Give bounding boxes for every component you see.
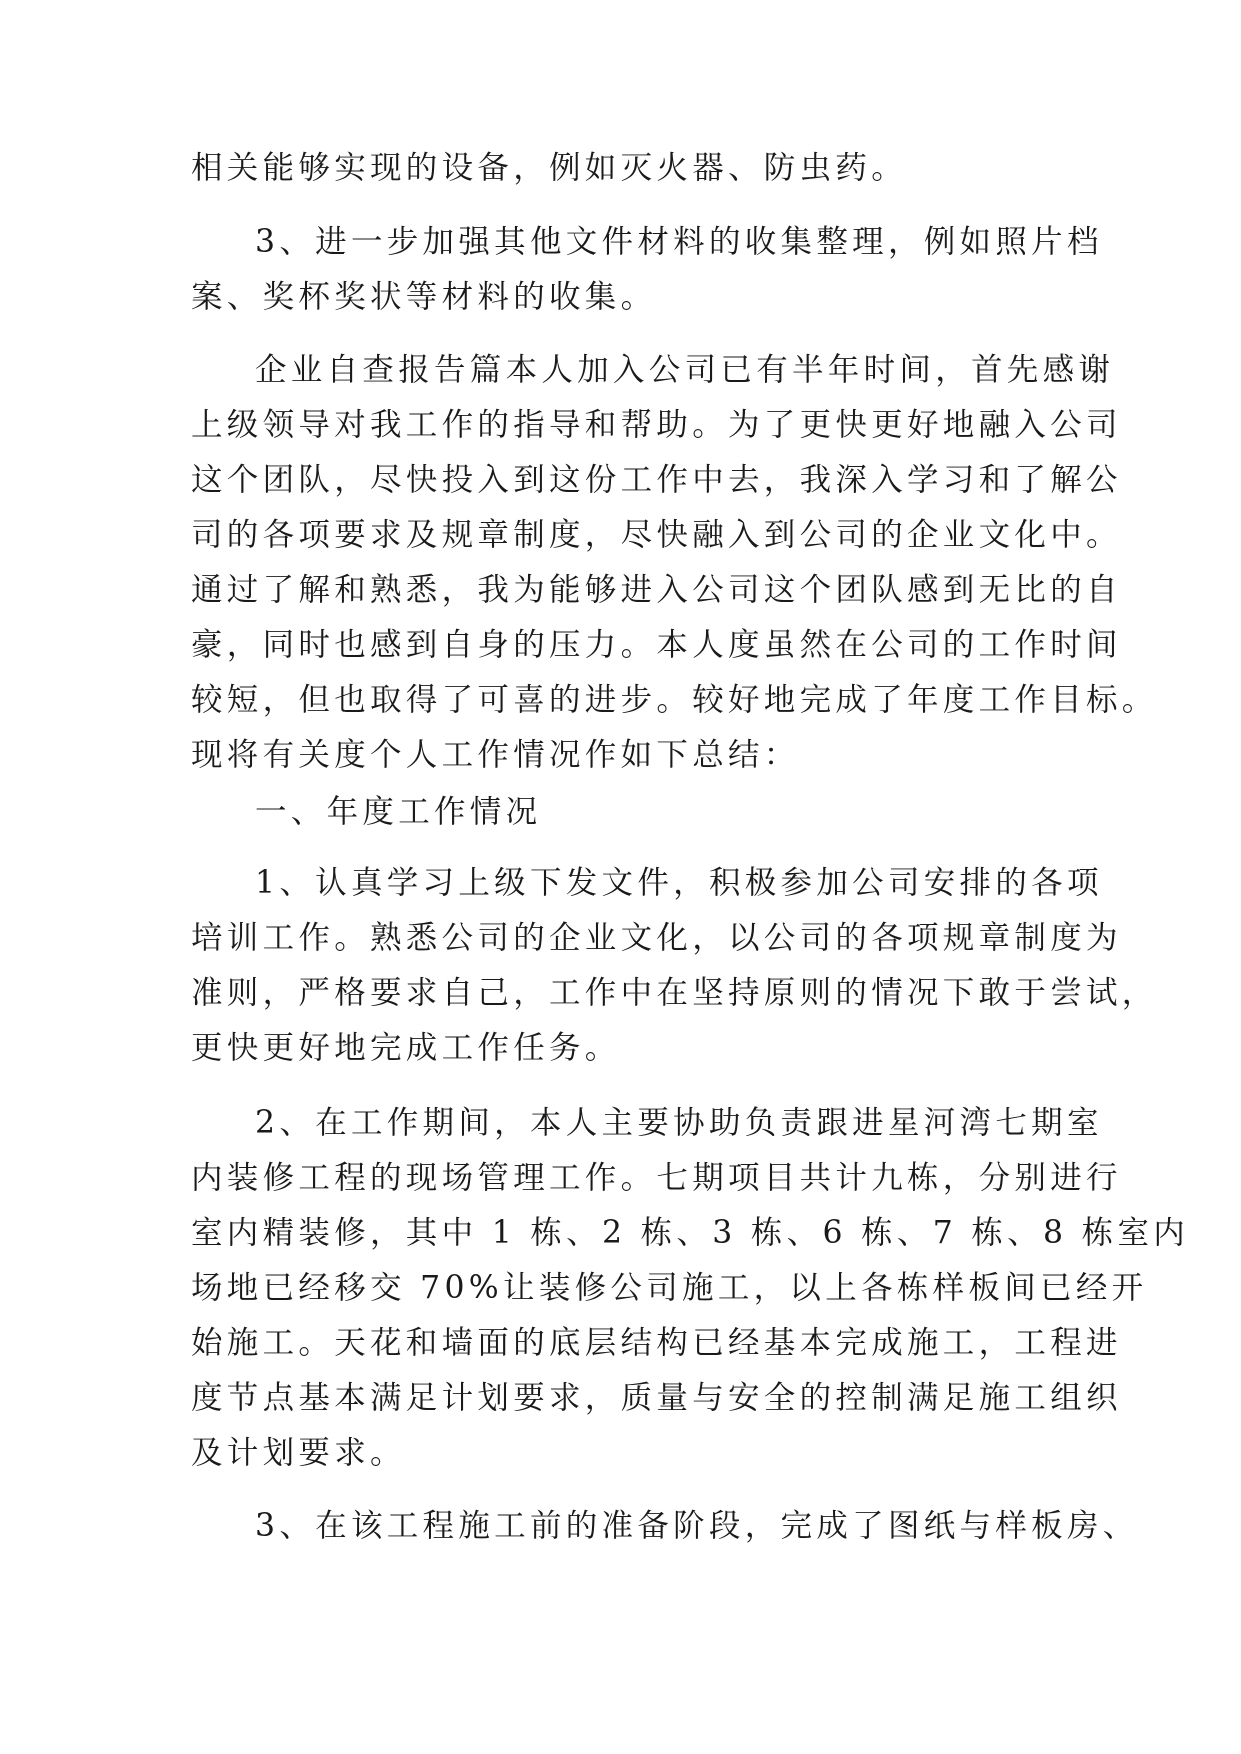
text-line: 内装修工程的现场管理工作。七期项目共计九栋，分别进行 [191, 1160, 1122, 1196]
text-line: 更快更好地完成工作任务。 [191, 1030, 621, 1066]
text-line: 司的各项要求及规章制度，尽快融入到公司的企业文化中。 [191, 517, 1122, 553]
text-line: 3、在该工程施工前的准备阶段，完成了图纸与样板房、 [255, 1508, 1139, 1544]
text-line: 始施工。天花和墙面的底层结构已经基本完成施工，工程进 [191, 1325, 1122, 1361]
text-line: 豪，同时也感到自身的压力。本人度虽然在公司的工作时间 [191, 627, 1122, 663]
text-line: 3、进一步加强其他文件材料的收集整理，例如照片档 [255, 224, 1103, 260]
text-line: 准则，严格要求自己，工作中在坚持原则的情况下敢于尝试， [191, 975, 1158, 1011]
text-line: 1、认真学习上级下发文件，积极参加公司安排的各项 [255, 865, 1103, 901]
section-heading: 一、年度工作情况 [255, 794, 542, 830]
text-line: 培训工作。熟悉公司的企业文化，以公司的各项规章制度为 [191, 920, 1122, 956]
text-line: 较短，但也取得了可喜的进步。较好地完成了年度工作目标。 [191, 682, 1158, 718]
text-line: 企业自查报告篇本人加入公司已有半年时间，首先感谢 [255, 352, 1115, 388]
text-line: 案、奖杯奖状等材料的收集。 [191, 279, 657, 315]
text-line: 相关能够实现的设备，例如灭火器、防虫药。 [191, 150, 908, 186]
text-line: 2、在工作期间，本人主要协助负责跟进星河湾七期室 [255, 1105, 1103, 1141]
text-line: 这个团队，尽快投入到这份工作中去，我深入学习和了解公 [191, 462, 1122, 498]
text-line: 通过了解和熟悉，我为能够进入公司这个团队感到无比的自 [191, 572, 1122, 608]
text-line: 度节点基本满足计划要求，质量与安全的控制满足施工组织 [191, 1380, 1122, 1416]
text-line: 上级领导对我工作的指导和帮助。为了更快更好地融入公司 [191, 407, 1122, 443]
text-line: 场地已经移交 70%让装修公司施工，以上各栋样板间已经开 [191, 1270, 1148, 1306]
text-line: 及计划要求。 [191, 1435, 406, 1471]
text-line: 室内精装修，其中 1 栋、2 栋、3 栋、6 栋、7 栋、8 栋室内 [191, 1215, 1190, 1251]
text-line: 现将有关度个人工作情况作如下总结： [191, 737, 800, 773]
